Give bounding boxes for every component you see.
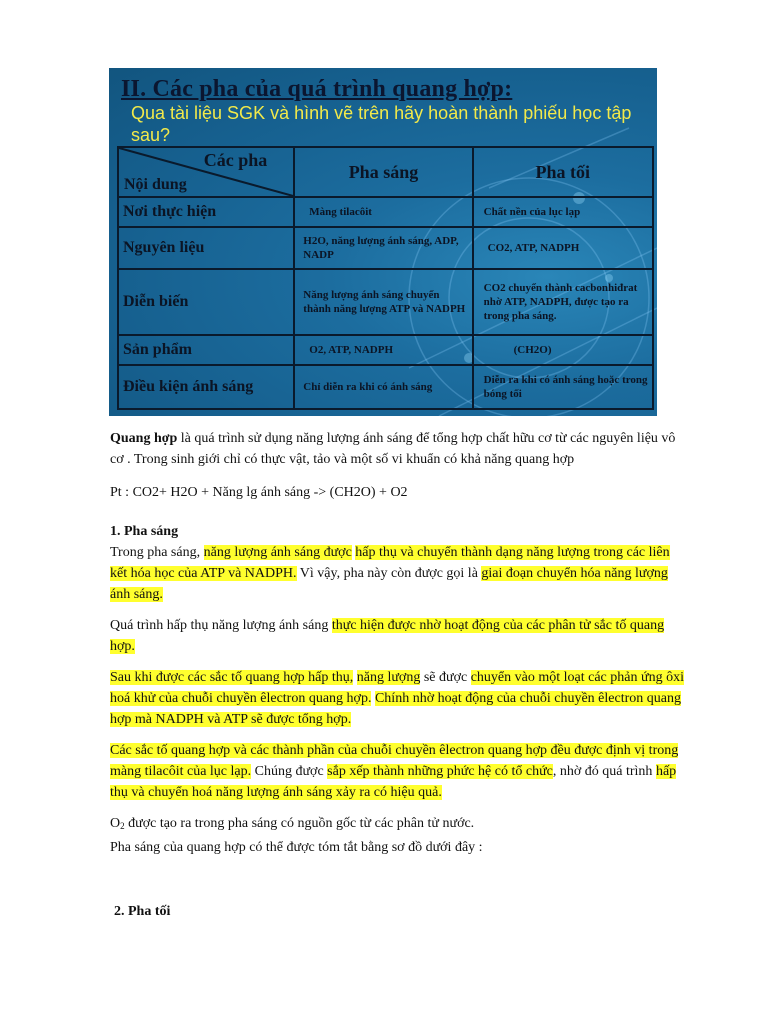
dark-phase-cell: Diễn ra khi có ánh sáng hoặc trong bóng tối: [473, 365, 653, 409]
highlighted-text: Chính nhờ hoạt động của chuỗi chuyền êlectron quang hợp mà NADPH và ATP sẽ được tổng hợp.: [110, 691, 681, 727]
light-phase-cell: H2O, năng lượng ánh sáng, ADP, NADP: [294, 227, 472, 269]
table-row: [118, 197, 653, 227]
text-run: sẽ được: [420, 670, 471, 685]
table-row: [118, 365, 653, 409]
oxygen-origin-sentence: [110, 813, 690, 837]
text-run: Trong pha sáng,: [110, 545, 204, 560]
text-run: Chúng được: [251, 764, 328, 779]
light-phase-paragraph-4: [110, 740, 690, 803]
slide-subtitle: Qua tài liệu SGK và hình vẽ trên hãy hoàn thành phiếu học tập sau?: [131, 103, 632, 145]
light-phase-cell: Năng lượng ánh sáng chuyển thành năng lượng ATP và NADPH: [294, 269, 472, 335]
dark-phase-cell: Chất nền của lục lạp: [473, 197, 653, 227]
highlighted-text: hấp thụ và chuyển hoá năng lượng ánh sáng xảy ra có hiệu quả.: [110, 764, 677, 800]
equation: Pt : CO2+ H2O + Năng lg ánh sáng -> (CH2O) + O2: [110, 485, 408, 500]
dark-phase-cell: CO2, ATP, NADPH: [473, 227, 653, 269]
text-run: , nhờ đó quá trình: [552, 764, 656, 779]
photosynthesis-phase-table: [117, 146, 654, 410]
column-header-light-phase: Pha sáng: [294, 147, 472, 197]
highlighted-text: năng lượng: [356, 670, 421, 685]
light-phase-cell: Chỉ diễn ra khi có ánh sáng: [294, 365, 472, 409]
row-label: Sản phẩm: [118, 335, 294, 365]
table-row: [118, 269, 653, 335]
highlighted-text: Sau khi được các sắc tố quang hợp hấp thụ,: [110, 670, 354, 685]
row-label: Điều kiện ánh sáng: [118, 365, 294, 409]
table-header-row: [118, 147, 653, 197]
document-body: [110, 428, 690, 922]
light-phase-paragraph-2: [110, 615, 690, 657]
light-phase-paragraph-3: [110, 667, 690, 730]
intro-term: Quang hợp: [110, 431, 178, 446]
slide-title: II. Các pha của quá trình quang hợp:: [121, 76, 513, 102]
corner-bottom-label: Nội dung: [124, 176, 187, 193]
corner-header-cell: [118, 147, 294, 197]
text-run: được tạo ra trong pha sáng có nguồn gốc từ các phân tử nước.: [124, 816, 475, 831]
row-label: Diễn biến: [118, 269, 294, 335]
highlighted-text: hấp thụ và chuyển thành dạng năng lượng trong các liên kết hóa học của ATP và NADPH.: [110, 545, 670, 581]
lesson-slide: [109, 68, 657, 416]
table-row: [118, 227, 653, 269]
o2-subscript: 2: [120, 821, 125, 831]
text-run: Quá trình hấp thụ năng lượng ánh sáng: [110, 618, 332, 633]
light-phase-summary: Pha sáng của quang hợp có thể được tóm tắt bằng sơ đồ dưới đây :: [110, 840, 483, 855]
intro-paragraph: [110, 428, 690, 470]
highlighted-text: năng lượng ánh sáng được: [203, 545, 352, 560]
intro-text: là quá trình sử dụng năng lượng ánh sáng để tổng hợp chất hữu cơ từ các nguyên liệu vô cơ . Trong sinh giới chỉ có thực vật, tảo và một số vi khuẩn có khả năng quang hợp: [110, 431, 676, 467]
light-phase-cell: O2, ATP, NADPH: [294, 335, 472, 365]
highlighted-text: giai đoạn chuyển hóa năng lượng ánh sáng.: [110, 566, 668, 602]
highlighted-text: chuyển vào một loạt các phản ứng ôxi hoá khử của chuỗi chuyền êlectron quang hợp.: [110, 670, 684, 706]
light-phase-paragraph-1: [110, 542, 690, 605]
text-run: Vì vậy, pha này còn được gọi là: [296, 566, 482, 581]
highlighted-text: Các sắc tố quang hợp và các thành phần của chuỗi chuyền êlectron quang hợp đều được định vị trong màng tilacôit của lục lạp.: [110, 743, 679, 779]
column-header-dark-phase: Pha tối: [473, 147, 653, 197]
corner-top-label: Các pha: [203, 150, 268, 170]
table-row: [118, 335, 653, 365]
dark-phase-cell: CO2 chuyển thành cacbonhiđrat nhờ ATP, NADPH, được tạo ra trong pha sáng.: [473, 269, 653, 335]
o2-symbol: O: [110, 816, 121, 831]
light-phase-cell: Màng tilacôit: [294, 197, 472, 227]
row-label: Nguyên liệu: [118, 227, 294, 269]
highlighted-text: sắp xếp thành những phức hệ có tổ chức: [327, 764, 553, 779]
row-label: Nơi thực hiện: [118, 197, 294, 227]
section-heading-dark-phase: 2. Pha tối: [114, 904, 171, 919]
highlighted-text: thực hiện được nhờ hoạt động của các phân tử sắc tố quang hợp.: [110, 618, 665, 654]
section-heading-light-phase: 1. Pha sáng: [110, 524, 179, 539]
dark-phase-cell: (CH2O): [473, 335, 653, 365]
